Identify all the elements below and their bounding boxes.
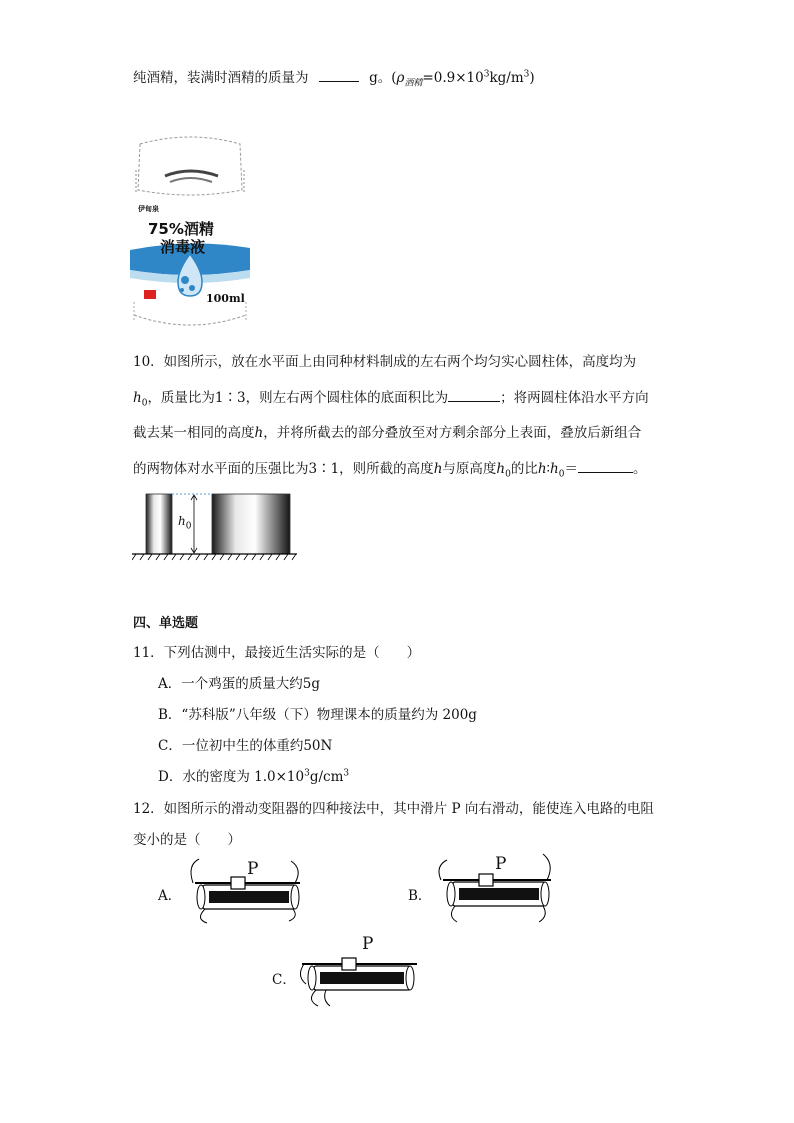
cylinder-height-label (178, 514, 191, 531)
q10-line1: 10．如图所示，放在水平面上由同种材料制成的左右两个均匀实心圆柱体，高度均为 (133, 354, 637, 370)
density-unit: kg/m (489, 70, 524, 86)
q10-ratio-h: h (537, 461, 547, 477)
rheostat-figure-a[interactable] (185, 855, 305, 925)
q10-ratio-h0-sub: 0 (558, 469, 565, 480)
cylinders-svg (132, 490, 297, 565)
q10-line3-a: 截去某一相同的高度 (133, 425, 255, 441)
q11-option-a[interactable]: A．一个鸡蛋的质量大约5g (158, 676, 320, 692)
q10-answer-blank-1[interactable] (448, 387, 500, 402)
q11-optd-text: D．水的密度为 1.0×10 (158, 769, 305, 785)
q10-line4-end: 。 (632, 461, 647, 477)
alcohol-bottle-figure (130, 130, 250, 335)
q10-line4-b: 与原高度 (442, 461, 497, 477)
q10-line4-h0-sub: 0 (505, 469, 511, 480)
q10-line2-text: ，质量比为1∶3，则左右两个圆柱体的底面积比为 (147, 390, 449, 406)
q9-tail-line (133, 66, 535, 89)
bottle-volume: 100ml (206, 292, 245, 305)
q12-option-c-label[interactable]: C． (272, 972, 296, 988)
density-unit-exponent: 3 (523, 69, 530, 80)
q12-line1: 12．如图所示的滑动变阻器的四种接法中，其中滑片 P 向右滑动，能使连入电路的电阻 (133, 801, 654, 817)
q11-option-c[interactable]: C．一位初中生的体重约50N (158, 738, 333, 754)
q10-answer-blank-2[interactable] (578, 458, 633, 473)
q9-answer-blank[interactable] (319, 67, 359, 82)
q12-option-b-label[interactable]: B． (408, 888, 432, 904)
q11-optd-unit: g/cm (309, 769, 344, 785)
q9-text: 纯酒精，装满时酒精的质量为 (133, 70, 309, 86)
fig-h: h (178, 514, 186, 528)
rho-subscript: 酒精 (404, 78, 423, 89)
q10-line4-h: h (433, 461, 443, 477)
q11-stem: 11．下列估测中，最接近生活实际的是（ ） (133, 645, 421, 661)
q9-close: ) (529, 70, 535, 86)
fig-h-sub: 0 (185, 521, 192, 532)
q11-optd-unit-exp: 3 (343, 768, 350, 779)
q11-optd-exp: 3 (304, 768, 310, 779)
rho-symbol: ρ (396, 70, 405, 86)
q9-unit: g。( (369, 70, 397, 86)
q10-h0-sub: 0 (141, 398, 148, 409)
rheostat-c-p-label: P (362, 934, 374, 954)
q10-line4-h0: h (496, 461, 506, 477)
q10-line3-b: ，并将所截去的部分叠放至对方剩余部分上表面，叠放后新组合 (263, 425, 642, 441)
q10-line4-a: 的两物体对水平面的压强比为3∶1，则所截的高度 (133, 461, 434, 477)
q10-line4-c: 的比 (510, 461, 538, 477)
rheostat-figure-b[interactable] (435, 852, 555, 924)
rheostat-c-svg (296, 936, 421, 1008)
bottle-label-line2: 消毒液 (160, 238, 206, 256)
q10-line3 (133, 421, 641, 441)
q10-h0: h (133, 390, 142, 406)
rheostat-b-p-label: P (495, 854, 507, 874)
q10-line2-tail: ；将两圆柱体沿水平方向 (500, 390, 649, 406)
q10-ratio-h0: h (550, 461, 559, 477)
bottle-brand: 伊甸泉 (138, 205, 159, 213)
q10-line3-h: h (254, 425, 264, 441)
q10-line4 (133, 457, 646, 480)
q12-line2: 变小的是（ ） (133, 832, 241, 848)
q10-ratio-colon: ∶ (546, 461, 551, 477)
rheostat-a-svg (185, 855, 305, 925)
bottle-label-line1: 75%酒精 (148, 220, 214, 238)
q10-line2 (133, 386, 649, 409)
density-exponent: 3 (483, 69, 490, 80)
q10-ratio-eq: ＝ (564, 461, 578, 477)
density-value: =0.9×10 (422, 70, 484, 86)
section-4-title: 四、单选题 (133, 616, 199, 631)
cylinders-figure (132, 490, 297, 565)
q11-option-d[interactable] (158, 765, 349, 785)
q12-option-a-label[interactable]: A． (158, 888, 182, 904)
rheostat-a-p-label: P (247, 859, 259, 879)
rheostat-figure-c[interactable] (296, 936, 421, 1008)
q11-option-b[interactable]: B．“苏科版”八年级（下）物理课本的质量约为 200g (158, 707, 477, 723)
